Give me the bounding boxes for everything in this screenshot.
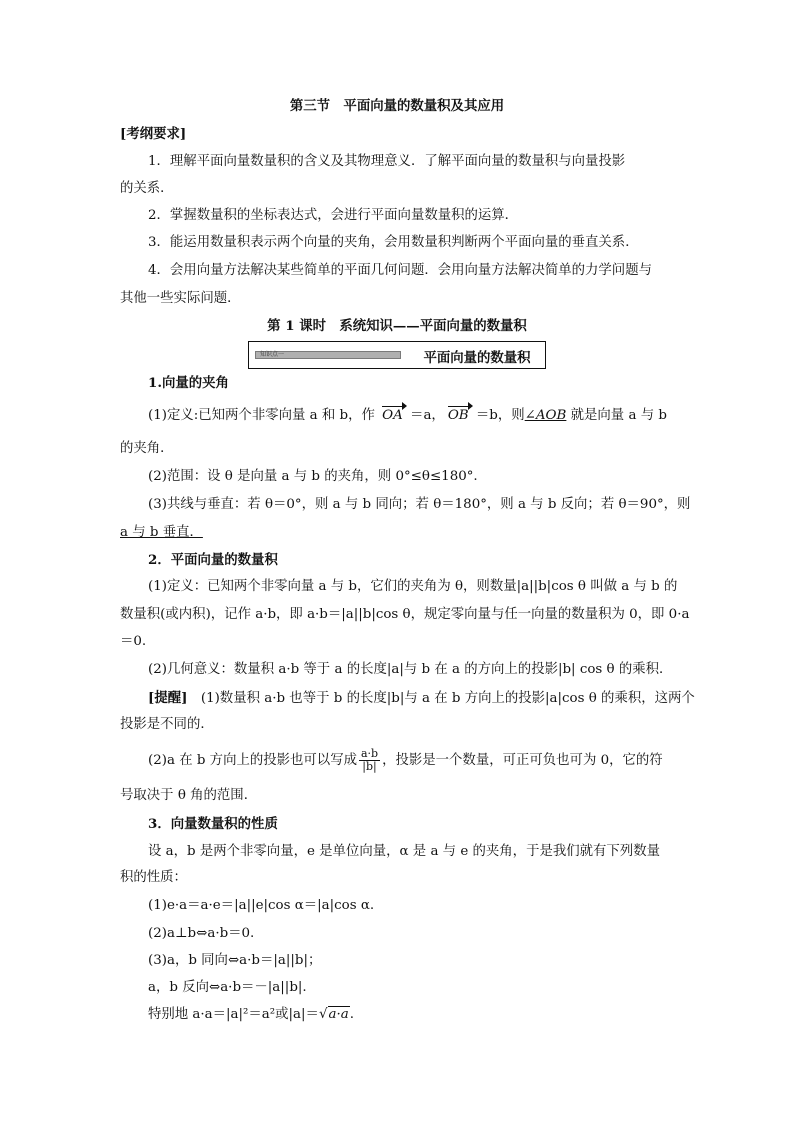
syllabus-item-1: 1．理解平面向量数量积的含义及其物理意义．了解平面向量的数量积与向量投影 (148, 154, 626, 169)
syllabus-header: [考纲要求] (120, 126, 187, 142)
vector-oa: OA (382, 408, 403, 423)
s2-definition-3: ＝0. (120, 634, 147, 649)
sqrt-radicand: a·a (328, 1007, 349, 1022)
lesson-title: 第 1 课时 系统知识——平面向量的数量积 (267, 318, 527, 334)
knowledge-point-title: 平面向量的数量积 (423, 350, 531, 366)
s3-property-2: (2)a⊥b⇔a·b＝0. (148, 926, 255, 941)
syllabus-item-4: 4．会用向量方法解决某些简单的平面几何问题．会用向量方法解决简单的力学问题与 (148, 263, 652, 278)
projection-fraction: $\frac{a\cdot b}{|b|}$ (360, 747, 379, 773)
s2-tip-1: [提醒] (1)数量积 a·b 也等于 b 的长度|b|与 a 在 b 方向上的投影|a|cos θ 的乘积，这两个 (148, 690, 695, 706)
s3-property-3b: a，b 反向⇔a·b＝－|a||b|. (148, 980, 307, 995)
s2-heading: 2．平面向量的数量积 (148, 552, 278, 568)
syllabus-item-1-cont: 的关系． (120, 181, 174, 196)
s2-geometric-meaning: (2)几何意义：数量积 a·b 等于 a 的长度|a|与 b 在 a 的方向上的投影|b| cos θ 的乘积． (148, 662, 673, 677)
s2-tip-1-cont: 投影是不同的． (120, 717, 214, 732)
s3-property-1: (1)e·a＝a·e＝|a||e|cos α＝|a|cos α. (148, 898, 375, 913)
s2-tip-2-cont: 号取决于 θ 角的范围． (120, 788, 258, 803)
section-title: 第三节 平面向量的数量积及其应用 (289, 98, 505, 114)
s3-property-4: 特别地 a·a＝|a|²＝a²或|a|＝√a·a. (148, 1007, 354, 1022)
s2-definition-1: (1)定义：已知两个非零向量 a 与 b，它们的夹角为 θ，则数量|a||b|cos θ 叫做 a 与 b 的 (148, 579, 678, 594)
syllabus-item-4-cont: 其他一些实际问题． (120, 291, 241, 306)
s1-definition-cont: 的夹角． (120, 441, 174, 456)
s3-heading: 3．向量数量积的性质 (148, 816, 278, 832)
s3-property-3: (3)a，b 同向⇔a·b＝|a||b|； (148, 953, 322, 968)
vector-ob: OB (447, 408, 469, 423)
s1-heading: 1.向量的夹角 (148, 375, 229, 391)
knowledge-point-box (248, 341, 546, 369)
s1-definition: (1)定义:已知两个非零向量 a 和 b，作 OA ＝a， OB ＝b，则∠AOB 就是向量 a 与 b (148, 408, 667, 423)
s3-intro-cont: 积的性质： (120, 870, 187, 885)
s2-tip-2: (2)a 在 b 方向上的投影也可以写成 $\frac{a\cdot b}{|b|}$ ，投影是一个数量，可正可负也可为 0，它的符 (148, 747, 663, 773)
s1-collinear: (3)共线与垂直：若 θ＝0°，则 a 与 b 同向；若 θ＝180°，则 a 与 b 反向；若 θ＝90°，则 (148, 497, 691, 512)
syllabus-item-3: 3．能运用数量积表示两个向量的夹角，会用数量积判断两个平面向量的垂直关系． (148, 235, 639, 250)
s1-range: (2)范围：设 θ 是向量 a 与 b 的夹角，则 0°≤θ≤180°. (148, 469, 478, 484)
knowledge-point-tag: 知识点一 (255, 351, 401, 359)
syllabus-item-2: 2．掌握数量积的坐标表达式，会进行平面向量数量积的运算． (148, 208, 519, 223)
s1-collinear-cont: a 与 b 垂直． (120, 525, 203, 540)
s3-intro: 设 a，b 是两个非零向量，e 是单位向量，α 是 a 与 e 的夹角，于是我们就有下列数量 (148, 844, 660, 859)
s2-definition-2: 数量积(或内积)，记作 a·b，即 a·b＝|a||b|cos θ，规定零向量与任一向量的数量积为 0，即 0·a (120, 607, 690, 622)
